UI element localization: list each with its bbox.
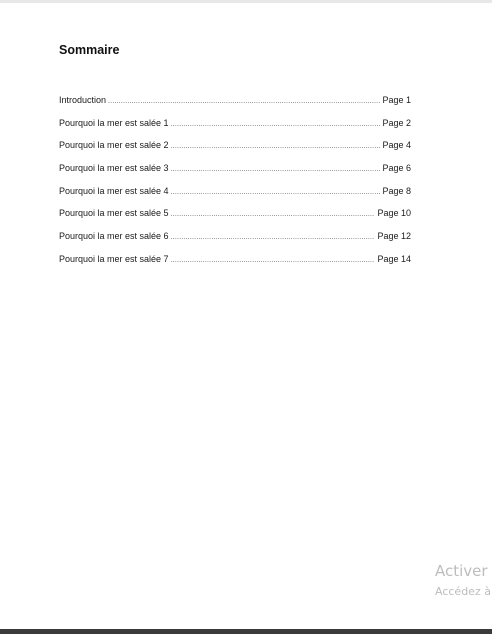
- toc-entry-page: Page 1: [382, 95, 411, 105]
- toc-entry[interactable]: [59, 254, 411, 277]
- toc-entry[interactable]: [59, 186, 411, 209]
- toc-entry[interactable]: [59, 118, 411, 141]
- toc-dot-leader: [171, 257, 376, 264]
- activation-watermark-subtitle: Accédez à: [435, 585, 491, 598]
- toc-entry-page: Page 4: [382, 140, 411, 151]
- toc-entry-label: Introduction: [59, 95, 107, 105]
- toc-entry-page: Page 12: [377, 231, 411, 242]
- activation-watermark-title: Activer: [435, 562, 488, 580]
- toc-entry-page: Page 6: [382, 163, 411, 174]
- toc-dot-leader: [171, 121, 381, 128]
- toc-entry-label: Pourquoi la mer est salée 3: [59, 163, 169, 174]
- toc-dot-leader: [171, 234, 376, 241]
- toc-entry-page: Page 10: [377, 208, 411, 219]
- toc-entry-label: Pourquoi la mer est salée 1: [59, 117, 169, 128]
- toc-entry[interactable]: [59, 95, 411, 118]
- document-page: [0, 3, 492, 629]
- toc-entry[interactable]: [59, 140, 411, 163]
- toc-dot-leader: [108, 98, 380, 105]
- table-of-contents: [59, 95, 411, 277]
- toc-entry[interactable]: [59, 231, 411, 254]
- toc-entry-label: Pourquoi la mer est salée 2: [59, 140, 169, 151]
- toc-dot-leader: [171, 189, 381, 196]
- toc-entry-label: Pourquoi la mer est salée 6: [59, 231, 169, 242]
- toc-entry-label: Pourquoi la mer est salée 5: [59, 208, 169, 219]
- toc-entry-page: Page 2: [382, 117, 411, 128]
- toc-dot-leader: [171, 143, 381, 150]
- toc-entry-label: Pourquoi la mer est salée 7: [59, 253, 169, 264]
- toc-title: Sommaire: [59, 43, 120, 57]
- toc-entry[interactable]: [59, 163, 411, 186]
- toc-entry-label: Pourquoi la mer est salée 4: [59, 185, 169, 196]
- toc-entry[interactable]: [59, 208, 411, 231]
- toc-entry-page: Page 8: [382, 185, 411, 196]
- toc-dot-leader: [171, 166, 381, 173]
- toc-dot-leader: [171, 211, 376, 218]
- toc-entry-page: Page 14: [377, 253, 411, 264]
- bottom-gap: [0, 634, 492, 640]
